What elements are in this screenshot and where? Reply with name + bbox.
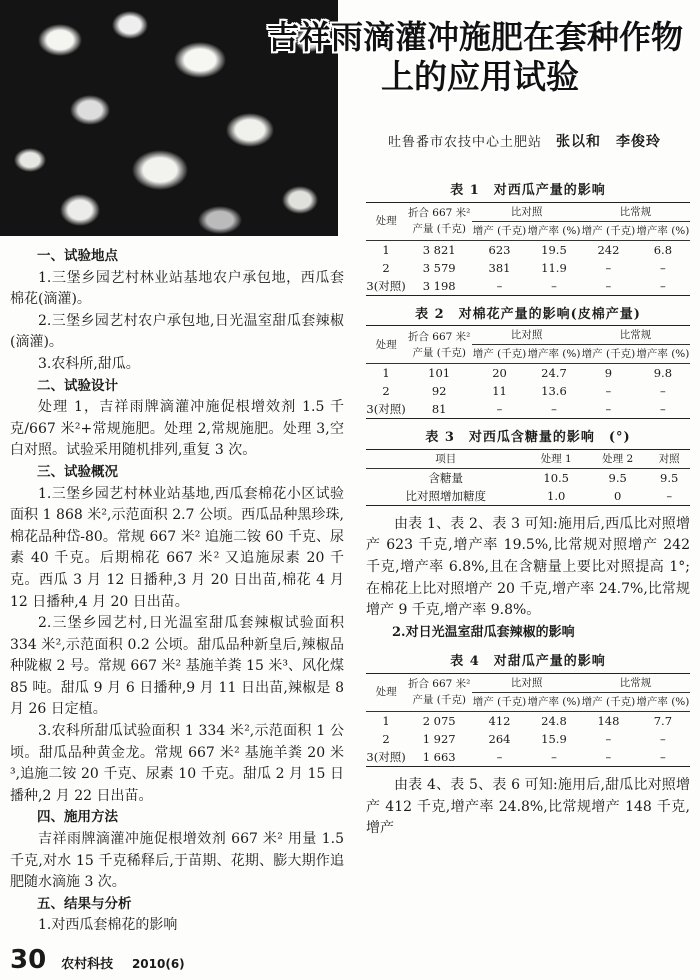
paragraph: 3.农科所,甜瓜。 [38, 355, 140, 372]
table-cell: 264 [488, 731, 511, 746]
header-treatment: 处理 [366, 202, 406, 240]
table-cell: – [605, 260, 612, 275]
header-vs-control: 比对照 [472, 673, 581, 692]
table-cell: 2 075 [422, 713, 456, 728]
table-cell: 0 [613, 488, 622, 503]
header-vs-conventional: 比常规 [581, 673, 690, 692]
table4 [366, 673, 690, 767]
table-cell: 1 [382, 713, 390, 728]
author-organization: 吐鲁番市农技中心土肥站 [388, 135, 543, 150]
header-row [366, 673, 690, 692]
table-cell: – [605, 278, 612, 293]
header-rate: 增产率 (%) [636, 345, 690, 364]
table-cell: 9 [604, 366, 613, 381]
header-rate: 增产率 (%) [527, 345, 581, 364]
table-row [366, 487, 690, 506]
table-cell: – [605, 402, 612, 417]
section-heading: 五、结果与分析 [37, 895, 132, 912]
issue-number: 2010(6) [131, 957, 185, 971]
table-cell: 1 [382, 242, 390, 257]
table-cell: 24.8 [541, 713, 567, 728]
table-cell: 148 [597, 713, 620, 728]
table-cell: – [496, 278, 503, 293]
header-yield: 折合 667 米² 产量 (千克) [406, 326, 472, 364]
page-footer [10, 945, 344, 980]
section-heading: 一、试验地点 [37, 248, 118, 264]
header-cell: 处理 1 [525, 449, 586, 468]
table-cell: – [605, 731, 612, 746]
header-yield: 折合 667 米² 产量 (千克) [406, 202, 472, 240]
table-cell: 2 [382, 260, 390, 275]
table-row [366, 400, 690, 419]
table-cell: 20 [492, 366, 507, 381]
table-cell: – [551, 402, 557, 417]
header-row [366, 326, 690, 345]
table-cell: 3(对照) [366, 278, 406, 293]
table-cell: – [551, 278, 557, 293]
table-cell: – [605, 384, 612, 399]
table-cell: 9.5 [660, 470, 679, 485]
header-vs-conventional: 比常规 [581, 326, 690, 345]
table-cell: 1 [382, 366, 390, 381]
table-cell: 3 821 [422, 242, 456, 257]
table-row [366, 364, 690, 383]
page-number: 30 [10, 945, 47, 975]
article-title-line1: 吉祥雨滴灌冲施肥在套种作物 [266, 18, 683, 56]
table-cell: 9.5 [608, 470, 627, 485]
header-rate: 增产率 (%) [527, 692, 581, 711]
table-cell: – [496, 749, 503, 764]
table-cell: 412 [488, 713, 511, 728]
header-treatment: 处理 [366, 326, 406, 364]
table3 [366, 449, 690, 506]
paragraph: 吉祥雨牌滴灌冲施促根增效剂 667 米² 用量 1.5 千克,对水 15 千克稀释后,于苗期、花期、膨大期作追肥随水滴施 3 次。 [10, 831, 344, 891]
table-cell: 19.5 [541, 242, 567, 257]
table-cell: 比对照增加糖度 [405, 488, 486, 503]
table-cell: 24.7 [541, 366, 567, 381]
paragraph: 1.三堡乡园艺村林业站基地,西瓜套棉花小区试验面积 1 868 米²,示范面积 2.7 公顷。西瓜品种黑珍珠,棉花品种岱-80。常规 667 米² 追施二铵 60 千克、尿素 40 千克。后期棉花 667 米² 又追施尿素 20 千克。西瓜 3 月 12 日播种,3 月 20 日出苗,棉花 4 月 12 日播种,4 月 20 日出苗。 [10, 485, 344, 610]
header-cell: 处理 2 [587, 449, 648, 468]
header-increase: 增产 (千克) [472, 345, 527, 364]
right-column [366, 180, 690, 840]
header-rate: 增产率 (%) [527, 221, 581, 240]
section-heading: 四、施用方法 [37, 809, 118, 826]
header-cell: 对照 [648, 449, 690, 468]
table-row [366, 468, 690, 487]
table2-block [366, 304, 690, 420]
results-paragraph-2-block [366, 775, 690, 840]
table1 [366, 202, 690, 296]
table-cell: – [660, 749, 666, 764]
paragraph: 处理 1，吉祥雨牌滴灌冲施促根增效剂 1.5 千克/667 米²+常规施肥。处理 2,常规施肥。处理 3,空白对照。试验采用随机排列,重复 3 次。 [10, 399, 344, 459]
header-rate: 增产率 (%) [636, 692, 690, 711]
table-cell: 含糖量 [428, 470, 463, 485]
table3-caption: 表 3 对西瓜含糖量的影响 (°) [425, 430, 631, 446]
table-row [366, 382, 690, 400]
table-row [366, 730, 690, 748]
results-paragraph-1: 由表 1、表 2、表 3 可知:施用后,西瓜比对照增产 623 千克,增产率 19.5%,比常规对照增产 242 千克,增产率 6.8%,且在含糖量上要比对照提高 1°;在棉花上比对照增产 20 千克,增产率 24.7%,比常规增产 9 千克,增产率 9.8%。 [366, 515, 690, 619]
paragraph: 1.对西瓜套棉花的影响 [38, 917, 178, 934]
paragraph: 2.三堡乡园艺村农户承包地,日光温室甜瓜套辣椒(滴灌)。 [10, 312, 344, 351]
header-treatment: 处理 [366, 673, 406, 711]
table4-caption: 表 4 对甜瓜产量的影响 [450, 654, 606, 670]
header-increase: 增产 (千克) [581, 692, 636, 711]
table-cell: 9.8 [653, 366, 673, 381]
table2 [366, 325, 690, 419]
table-cell: 81 [431, 402, 447, 417]
header-increase: 增产 (千克) [581, 345, 636, 364]
authors: 张以和 李俊玲 [556, 134, 662, 150]
table-cell: 101 [428, 366, 451, 381]
table-cell: – [660, 384, 666, 399]
table-cell: 1 663 [422, 749, 456, 764]
table-cell: 242 [597, 242, 620, 257]
table-cell: 15.9 [541, 731, 567, 746]
table-cell: 1 927 [422, 731, 456, 746]
table-cell: 13.6 [541, 384, 567, 399]
section-heading: 三、试验概况 [37, 463, 118, 480]
table3-block [366, 427, 690, 506]
table-cell: – [666, 488, 673, 503]
header-vs-conventional: 比常规 [581, 202, 690, 221]
table-cell: – [660, 402, 666, 417]
header-row [366, 202, 690, 221]
table-cell: – [660, 278, 666, 293]
table-row [366, 711, 690, 730]
table-cell: 3(对照) [366, 749, 406, 764]
header-yield: 折合 667 米² 产量 (千克) [406, 673, 472, 711]
table-cell: 1.0 [547, 488, 566, 503]
paragraph: 3.农科所甜瓜试验面积 1 334 米²,示范面积 1 公顷。甜瓜品种黄金龙。常规 667 米² 基施羊粪 20 米³,追施二铵 20 千克、尿素 10 千克。甜瓜 2 月 15 日播种,2 月 22 日出苗。 [10, 723, 344, 804]
table-cell: 3(对照) [366, 402, 406, 417]
table-row [366, 259, 690, 277]
table-cell: 2 [382, 384, 390, 399]
table-cell: 7.7 [653, 713, 673, 728]
paragraph: 2.三堡乡园艺村,日光温室甜瓜套辣椒试验面积 334 米²,示范面积 0.2 公顷。甜瓜品种新皇后,辣椒品种陇椒 2 号。常规 667 米² 基施羊粪 15 米³、风化煤 85 吨。甜瓜 9 月 6 日播种,9 月 11 日出苗,辣椒是 8 月 26 日定植。 [10, 615, 344, 718]
table-cell: 10.5 [543, 470, 569, 485]
left-column-text [10, 246, 344, 937]
table-cell: 3 579 [422, 260, 456, 275]
header-vs-control: 比对照 [472, 326, 581, 345]
subheading-melon-pepper: 2.对日光温室甜瓜套辣椒的影响 [392, 624, 575, 640]
byline [388, 133, 661, 152]
table2-caption: 表 2 对棉花产量的影响(皮棉产量) [415, 306, 641, 322]
table-cell: 623 [488, 242, 511, 257]
header-increase: 增产 (千克) [472, 221, 527, 240]
left-column [10, 246, 344, 980]
results-paragraph-1-block [366, 514, 690, 644]
table-cell: 11.9 [541, 260, 567, 275]
table4-block [366, 651, 690, 767]
table-cell: – [660, 731, 666, 746]
table-cell: – [605, 749, 612, 764]
section-heading: 二、试验设计 [37, 377, 118, 394]
header-rate: 增产率 (%) [636, 221, 690, 240]
table-cell: 92 [431, 384, 447, 399]
table1-caption: 表 1 对西瓜产量的影响 [450, 183, 606, 198]
table-row [366, 277, 690, 296]
table-cell: 2 [382, 731, 390, 746]
table-cell: 3 198 [422, 278, 456, 293]
magazine-name: 农村科技 [61, 957, 114, 972]
header-cell: 项目 [366, 449, 525, 468]
header-increase: 增产 (千克) [581, 221, 636, 240]
header-row [366, 449, 690, 468]
table-row [366, 240, 690, 259]
table-row [366, 748, 690, 767]
article-title-line2: 上的应用试验 [381, 57, 579, 96]
table-cell: 11 [492, 384, 507, 399]
table-cell: – [660, 260, 666, 275]
results-paragraph-2: 由表 4、表 5、表 6 可知:施用后,甜瓜比对照增产 412 千克,增产率 24.8%,比常规增产 148 千克,增产 [366, 776, 690, 837]
table-cell: – [496, 402, 503, 417]
table1-block [366, 180, 690, 296]
table-cell: 6.8 [653, 242, 673, 257]
table-cell: 381 [488, 260, 511, 275]
header-vs-control: 比对照 [472, 202, 581, 221]
table-cell: – [551, 749, 557, 764]
header-increase: 增产 (千克) [472, 692, 527, 711]
paragraph: 1.三堡乡园艺村林业站基地农户承包地，西瓜套棉花(滴灌)。 [10, 269, 344, 308]
